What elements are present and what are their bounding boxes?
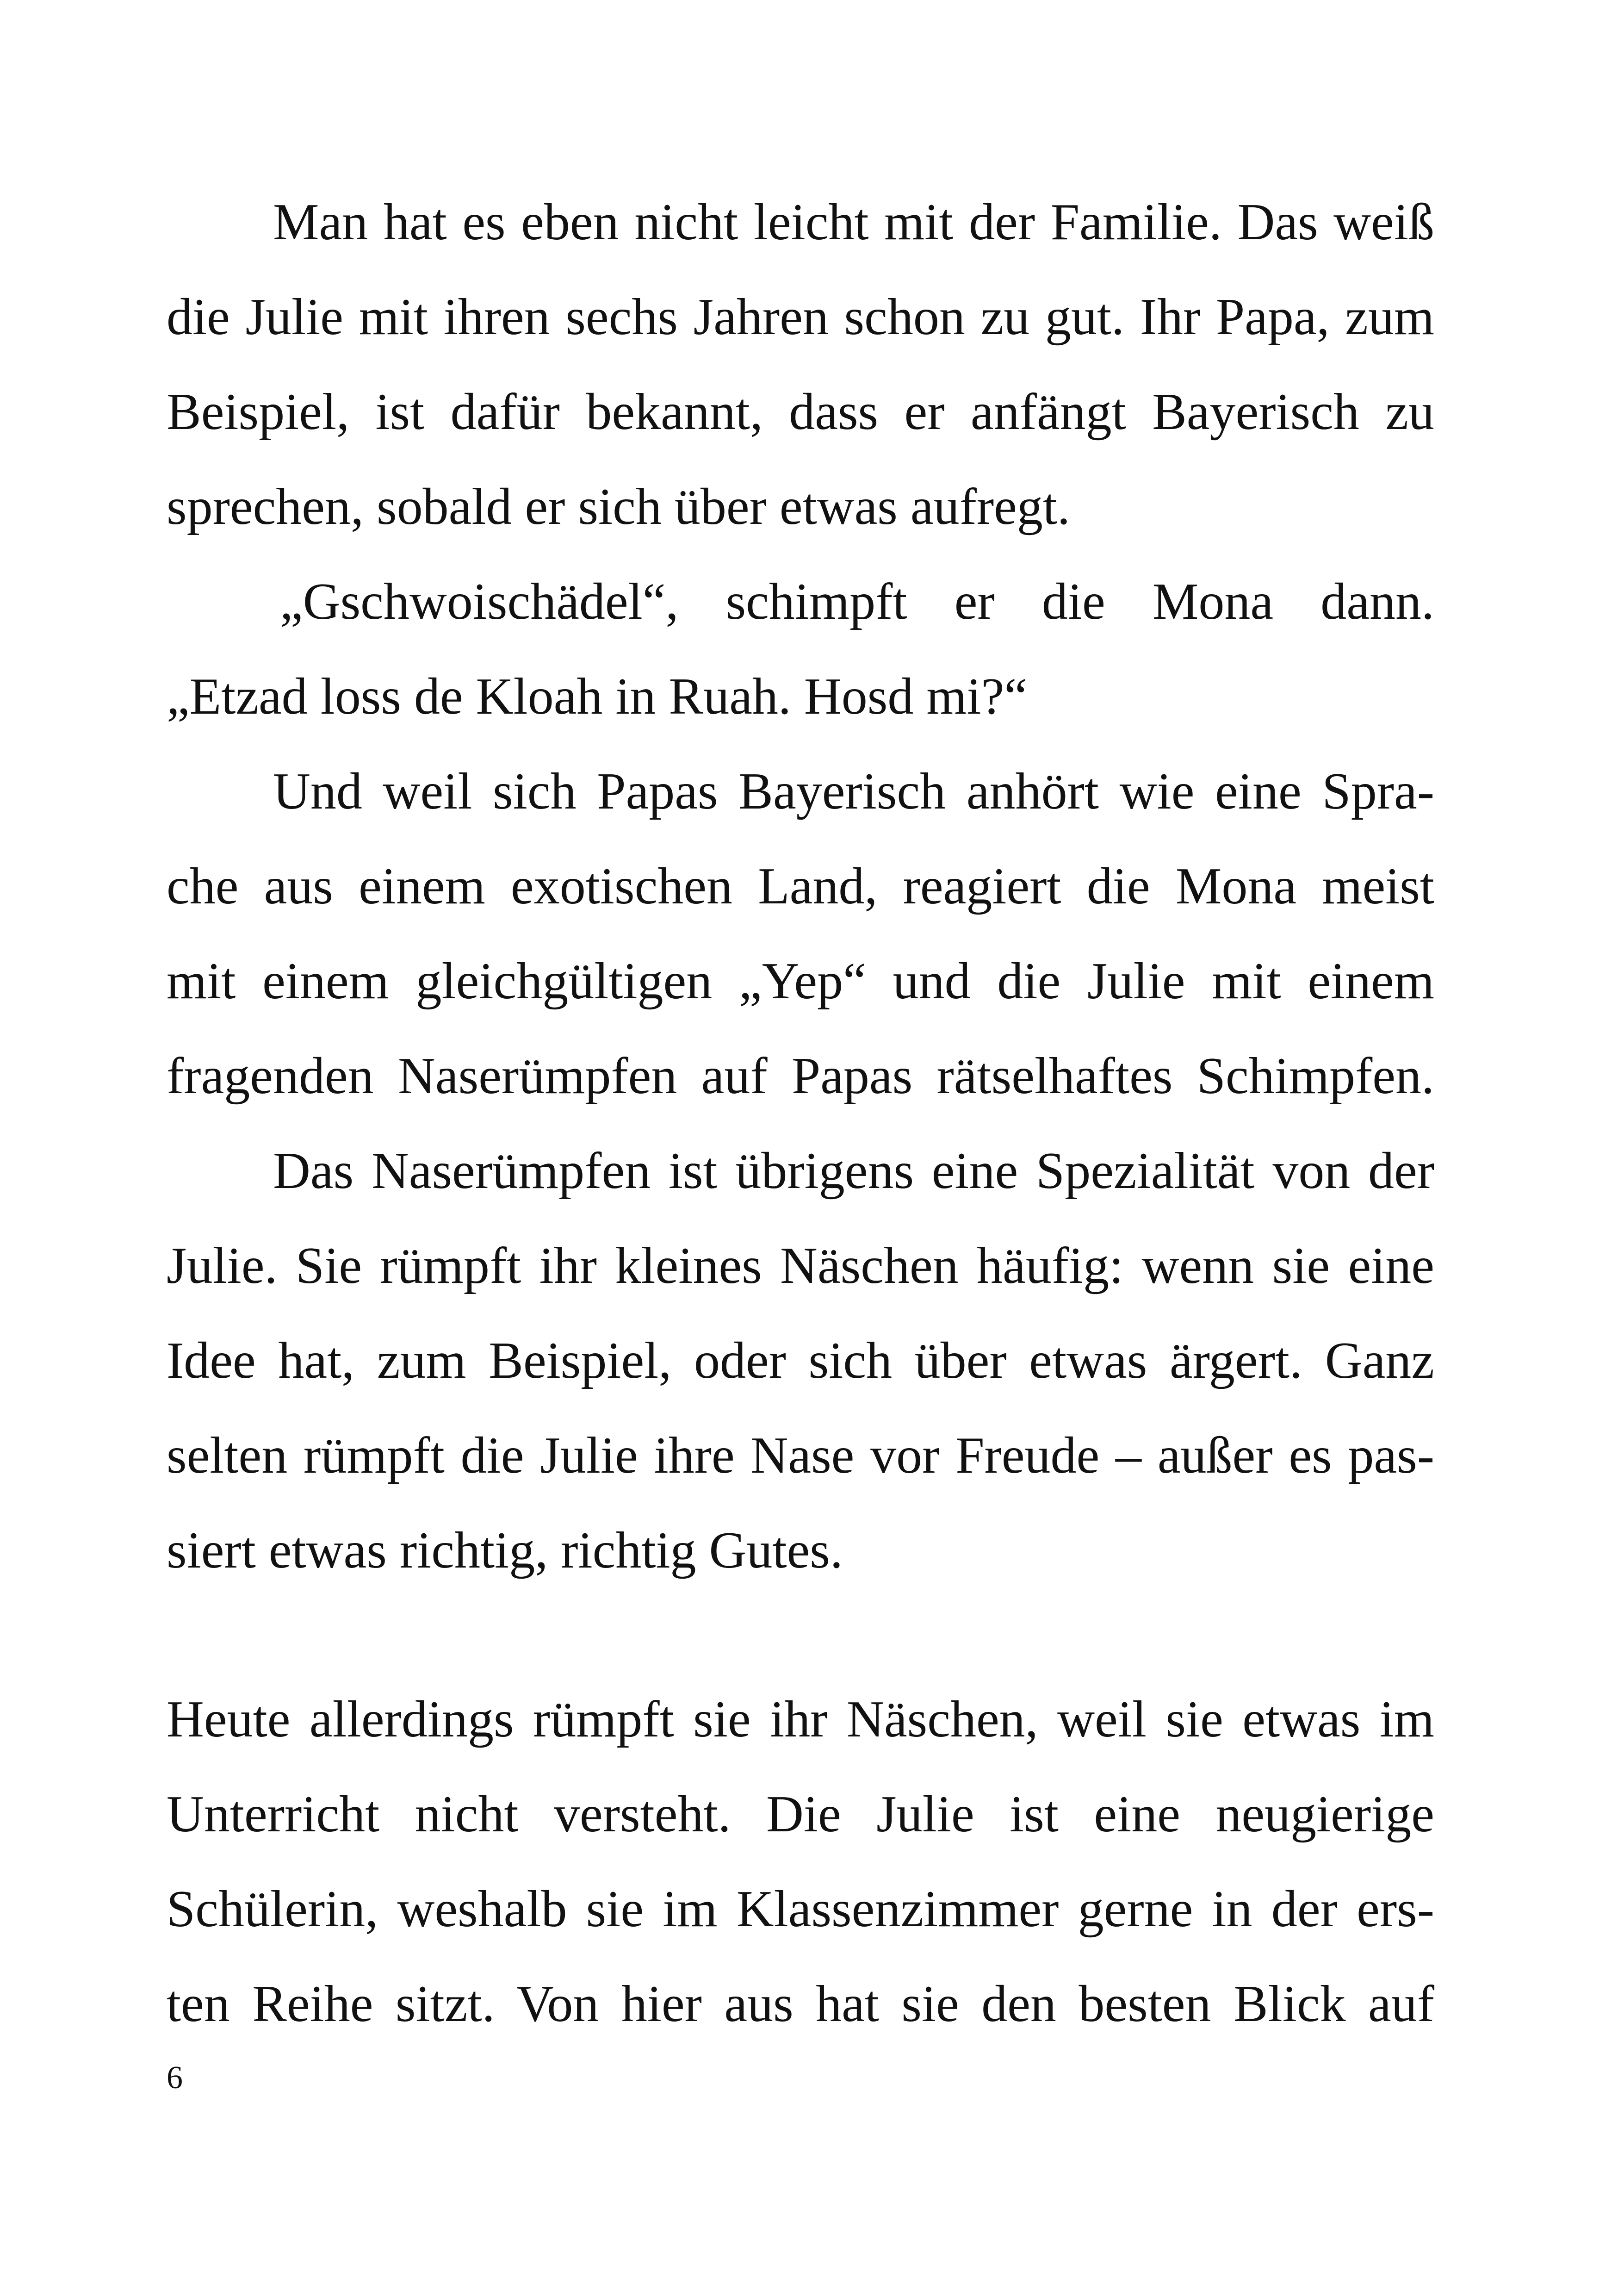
text-line: ten Reihe sitzt. Von hier aus hat sie den besten Blick auf bbox=[167, 1975, 1434, 2033]
text-line: che aus einem exotischen Land, reagiert die Mona meist bbox=[167, 858, 1434, 915]
text-line: Idee hat, zum Beispiel, oder sich über etwas ärgert. Ganz bbox=[167, 1332, 1434, 1389]
text-line: „Gschwoischädel“, schimpft er die Mona dann. bbox=[280, 573, 1434, 630]
text-line: „Etzad loss de Kloah in Ruah. Hosd mi?“ bbox=[167, 668, 1028, 725]
text-line: Beispiel, ist dafür bekannt, dass er anfängt Bayerisch zu bbox=[167, 383, 1434, 441]
text-line: fragenden Naserümpfen auf Papas rätselhaftes Schimpfen. bbox=[167, 1047, 1434, 1105]
text-line: Unterricht nicht versteht. Die Julie ist eine neugierige bbox=[167, 1786, 1434, 1843]
text-line: Das Naserümpfen ist übrigens eine Spezialität von der bbox=[273, 1142, 1434, 1200]
text-line: sprechen, sobald er sich über etwas aufregt. bbox=[167, 478, 1070, 535]
text-line: Und weil sich Papas Bayerisch anhört wie eine Spra- bbox=[273, 763, 1434, 820]
text-line: Julie. Sie rümpft ihr kleines Näschen häufig: wenn sie eine bbox=[167, 1237, 1434, 1294]
text-line: mit einem gleichgültigen „Yep“ und die Julie mit einem bbox=[167, 952, 1434, 1010]
text-line: siert etwas richtig, richtig Gutes. bbox=[167, 1522, 843, 1579]
text-line: selten rümpft die Julie ihre Nase vor Freude – außer es pas- bbox=[167, 1427, 1434, 1484]
text-line: die Julie mit ihren sechs Jahren schon zu gut. Ihr Papa, zum bbox=[167, 288, 1434, 346]
text-line: Schülerin, weshalb sie im Klassenzimmer gerne in der ers- bbox=[167, 1880, 1434, 1938]
text-line: Man hat es eben nicht leicht mit der Familie. Das weiß bbox=[273, 193, 1434, 251]
text-line: Heute allerdings rümpft sie ihr Näschen, weil sie etwas im bbox=[167, 1691, 1434, 1748]
page-number: 6 bbox=[167, 2060, 183, 2096]
